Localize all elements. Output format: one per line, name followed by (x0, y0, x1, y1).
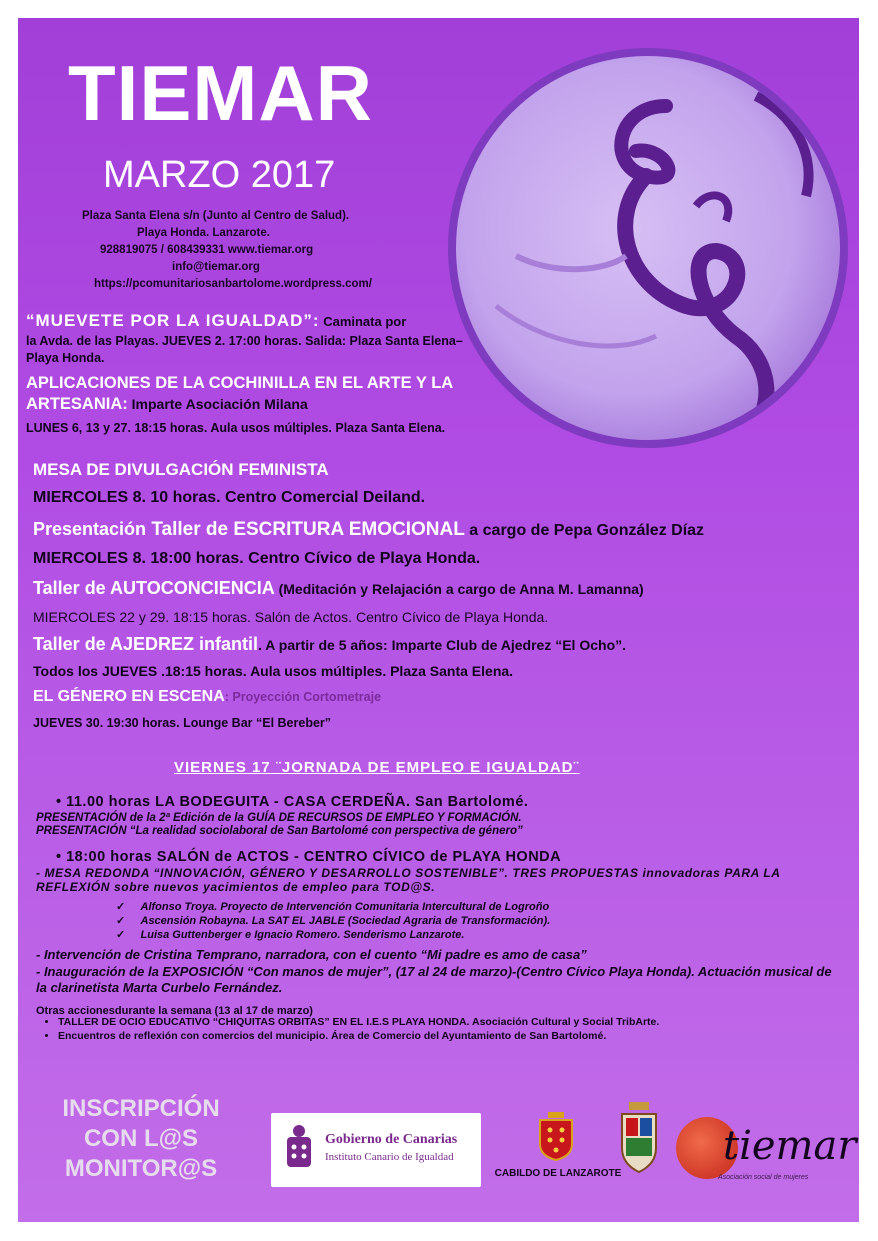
jornada-exposicion: - Inauguración de la EXPOSICIÓN “Con manos de mujer”, (17 al 24 de marzo)-(Centro Cívico Playa Honda). Actuación musical de la clarinetista Marta Curbelo Fernández. (36, 964, 832, 995)
check-item (116, 900, 550, 914)
jornada-session-1-line-2: PRESENTACIÓN “La realidad sociolaboral de San Bartolomé con perspectiva de género” (36, 825, 523, 837)
event-title-prefix: Presentación (33, 519, 147, 539)
check-item-label: Luisa Guttenberger e Ignacio Romero. Senderismo Lanzarote. (140, 929, 465, 941)
event-ajedrez (33, 633, 626, 656)
jornada-session-2-mesa: - MESA REDONDA “INNOVACIÓN, GÉNERO Y DESARROLLO SOSTENIBLE”. TRES PROPUESTAS innovadoras PARA LA REFLEXIÓN sobre nuevos yacimientos de empleo para TOD@S. (36, 866, 781, 894)
jornada-session-1-title: • 11.00 horas LA BODEGUITA - CASA CERDEÑA. San Bartolomé. (56, 794, 529, 810)
event-cochinilla-details: LUNES 6, 13 y 27. 18:15 horas. Aula usos múltiples. Plaza Santa Elena. (26, 421, 446, 435)
month-subtitle: MARZO 2017 (103, 154, 336, 196)
otras-acciones-list (36, 1016, 818, 1043)
jornada-session-2-title: • 18:00 horas SALÓN de ACTOS - CENTRO CÍVICO de PLAYA HONDA (56, 849, 562, 865)
event-subtitle: Caminata por (319, 314, 407, 329)
inscripcion-line: INSCRIPCIÓN (62, 1095, 220, 1122)
event-genero-escena (33, 687, 381, 707)
event-title: “MUEVETE POR LA IGUALDAD”: (26, 311, 320, 330)
gobierno-label: Gobierno de Canarias (325, 1132, 458, 1147)
event-ajedrez-details: Todos los JUEVES .18:15 horas. Aula usos múltiples. Plaza Santa Elena. (33, 663, 514, 679)
event-cochinilla-title: APLICACIONES DE LA COCHINILLA EN EL ARTE Y LA (26, 374, 454, 392)
check-icon: ✓ (116, 929, 126, 941)
email: info@tiemar.org (172, 261, 260, 273)
event-mesa-feminista-details: MIERCOLES 8. 10 horas. Centro Comercial Deiland. (33, 489, 426, 506)
event-genero-escena-details: JUEVES 30. 19:30 horas. Lounge Bar “El Bereber” (33, 716, 332, 730)
blog-url: https://pcomunitariosanbartolome.wordpress.com/ (94, 278, 372, 290)
tiemar-logo-text: tiemar (723, 1123, 857, 1169)
checklist (116, 900, 550, 942)
check-item-label: Alfonso Troya. Proyecto de Intervención Comunitaria Intercultural de Logroño (140, 901, 550, 913)
inscripcion-line: MONITOR@S (64, 1155, 218, 1182)
event-title: Taller de ESCRITURA EMOCIONAL (146, 519, 465, 540)
event-muevete-details: la Avda. de las Playas. JUEVES 2. 17:00 horas. Salida: Plaza Santa Elena– Playa Honda. (26, 334, 463, 365)
page-title: TIEMAR (68, 49, 373, 137)
list-item: • Encuentros de reflexión con comercios del municipio. Área de Comercio del Ayuntamiento de San Bartolomé. (58, 1030, 818, 1043)
tiemar-emblem-image (448, 48, 848, 448)
event-title: Taller de AUTOCONCIENCIA (33, 578, 275, 598)
instituto-label: Instituto Canario de Igualdad (325, 1151, 454, 1163)
cabildo-label: CABILDO DE LANZAROTE (494, 1168, 622, 1179)
event-muevete (26, 311, 486, 332)
list-item: • TALLER DE OCIO EDUCATIVO “CHIQUITAS ORBITAS” EN EL I.E.S PLAYA HONDA. Asociación Cultural y Social TribArte. (58, 1016, 818, 1029)
check-item-label: Ascensión Robayna. La SAT EL JABLE (Sociedad Agraria de Transformación). (140, 915, 551, 927)
event-title: EL GÉNERO EN ESCENA (33, 688, 225, 705)
gobierno-crest-icon (281, 1123, 317, 1175)
address-line-1: Plaza Santa Elena s/n (Junto al Centro de Salud). (82, 210, 350, 222)
inscripcion-text (36, 1094, 246, 1184)
check-item (116, 928, 550, 942)
address-line-2: Playa Honda. Lanzarote. (137, 227, 270, 239)
check-icon: ✓ (116, 901, 126, 913)
jornada-session-1-line-1: PRESENTACIÓN de la 2ª Edición de la GUÍA DE RECURSOS DE EMPLEO Y FORMACIÓN. (36, 812, 522, 824)
event-autoconciencia-details: MIERCOLES 22 y 29. 18:15 horas. Salón de Actos. Centro Cívico de Playa Honda. (33, 609, 549, 625)
event-cochinilla-title-2 (26, 394, 308, 414)
event-title: ARTESANIA: (26, 395, 128, 413)
inscripcion-line: CON L@S (83, 1125, 199, 1152)
phones-web: 928819075 / 608439331 www.tiemar.org (100, 244, 314, 256)
event-escritura-details: MIERCOLES 8. 18:00 horas. Centro Cívico de Playa Honda. (33, 550, 481, 567)
gobierno-canarias-logo (271, 1113, 481, 1187)
event-subtitle: a cargo de Pepa González Díaz (464, 522, 705, 539)
event-subtitle: : Proyección Cortometraje (224, 690, 382, 704)
check-icon: ✓ (116, 915, 126, 927)
san-bartolome-crest-icon (614, 1100, 664, 1180)
cabildo-shield-icon (526, 1110, 586, 1160)
jornada-cuento: - Intervención de Cristina Temprano, narradora, con el cuento “Mi padre es amo de casa” (36, 947, 587, 962)
event-title: Taller de AJEDREZ infantil (33, 634, 259, 654)
event-subtitle: Imparte Asociación Milana (127, 396, 308, 412)
event-subtitle: (Meditación y Relajación a cargo de Anna M. Lamanna) (274, 581, 644, 597)
event-subtitle: . A partir de 5 años: Imparte Club de Ajedrez “El Ocho”. (258, 637, 627, 653)
event-escritura (33, 518, 704, 542)
event-mesa-feminista-title: MESA DE DIVULGACIÓN FEMINISTA (33, 460, 329, 479)
event-autoconciencia (33, 577, 644, 600)
woman-face-drawing (456, 56, 840, 440)
jornada-heading: VIERNES 17 ¨JORNADA DE EMPLEO E IGUALDAD¨ (174, 759, 580, 776)
otras-acciones-title: Otras accionesdurante la semana (13 al 17 de marzo) (36, 1005, 313, 1017)
check-item (116, 914, 550, 928)
tiemar-logo-tagline: Asociación social de mujeres (718, 1174, 809, 1181)
poster (18, 18, 859, 1222)
